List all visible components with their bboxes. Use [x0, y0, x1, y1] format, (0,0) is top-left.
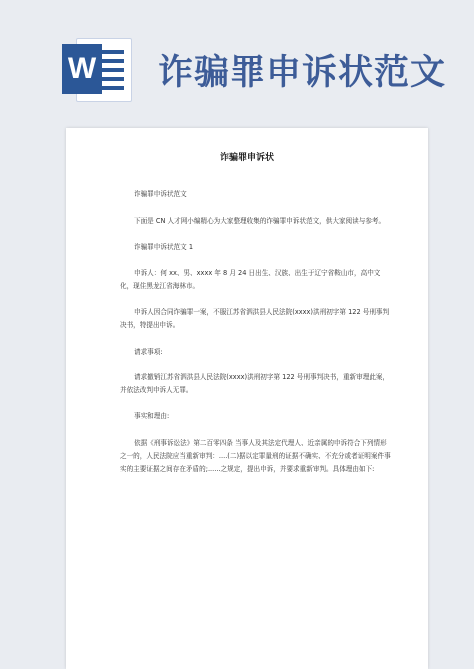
page-title: 诈骗罪申诉状范文 [158, 53, 447, 93]
paragraph: 请求事项: [134, 348, 163, 356]
word-icon [62, 34, 132, 104]
paragraph: 下面是 CN 人才网小编精心为大家整理收集的诈骗罪申诉状范文，供大家阅读与参考。 [134, 217, 386, 225]
word-icon-badge: W [62, 44, 102, 94]
paragraph: 申诉人因合同诈骗罪一案，不服江苏省泗洪县人民法院(xxxx)洪刑初字第 122 号刑事判决书，特提出申诉。 [120, 308, 390, 329]
paragraph: 事实和理由: [134, 412, 170, 420]
paragraph: 申诉人：何 xx、男、xxxx 年 8 月 24 日出生、汉族、出生于辽宁省鞍山市，高中文化，现住黑龙江省海林市。 [120, 269, 381, 290]
document-title: 诈骗罪申诉状 [219, 153, 274, 163]
paragraph: 诈骗罪申诉状范文 [134, 190, 187, 198]
paragraph: 依据《刑事诉讼法》第二百零四条 当事人及其法定代理人、近亲属的申诉符合下列情形之一的，人民法院应当重新审判：....(二)据以定罪量刑的证据不确实、不充分或者证明案件事实的主要证据之间存在矛盾的;......之规定，提出申诉，并要求重新审判。具体理由如下: [120, 439, 391, 473]
paragraph: 请求撤销江苏省泗洪县人民法院(xxxx)洪刑初字第 122 号刑事判决书，重新审理此案，并依法改判申诉人无罪。 [120, 373, 390, 394]
document-page [66, 128, 428, 669]
header-banner [0, 0, 474, 115]
paragraph: 诈骗罪申诉状范文 1 [134, 243, 194, 251]
